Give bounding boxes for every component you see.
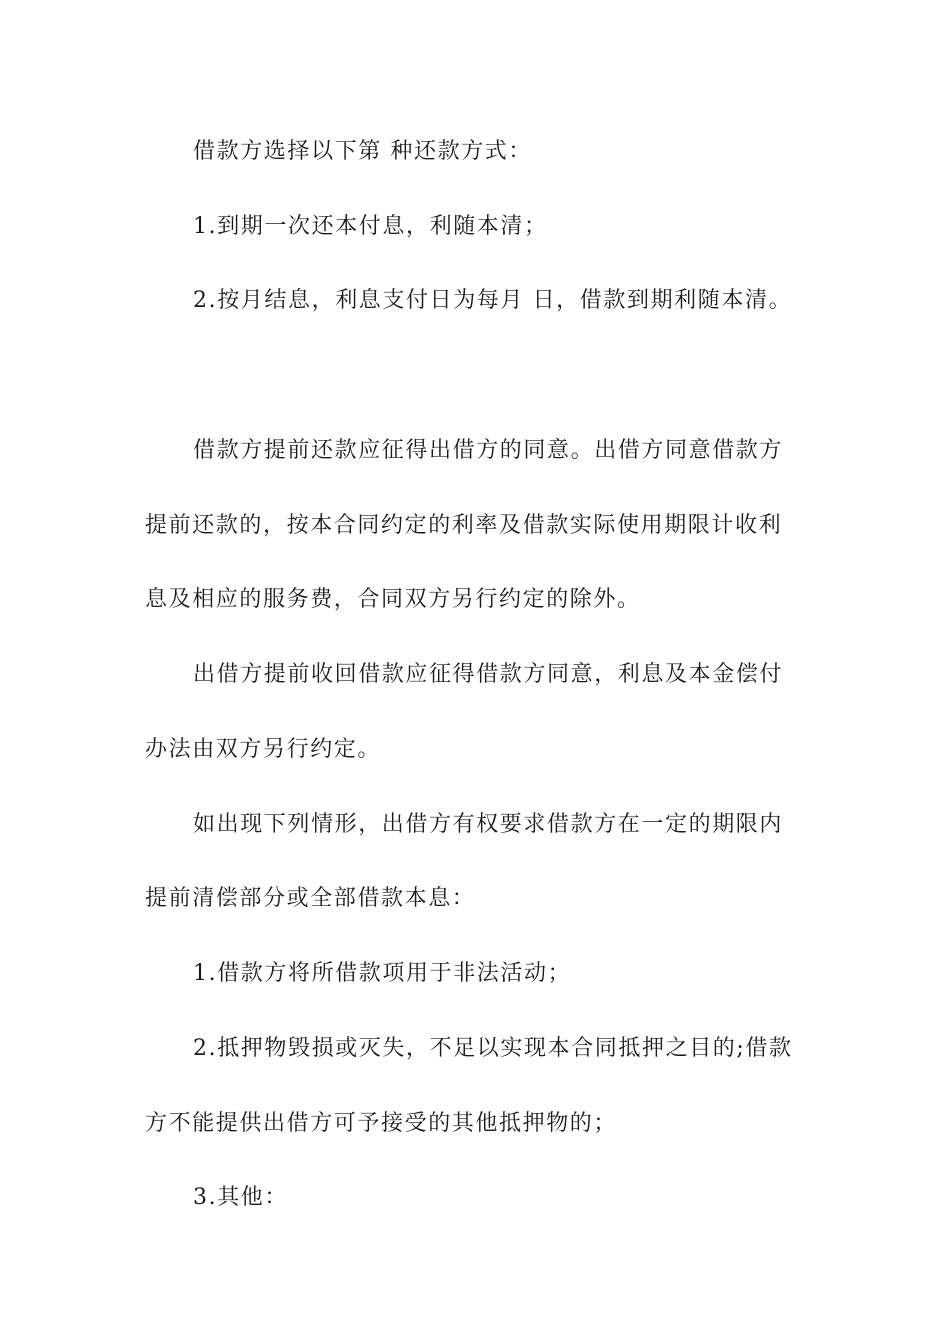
conditions-paragraph-line-1: 如出现下列情形，出借方有权要求借款方在一定的期限内 — [193, 812, 784, 837]
early-repayment-paragraph-line-3: 息及相应的服务费，合同双方另行约定的除外。 — [145, 587, 641, 612]
early-repayment-paragraph-line-2: 提前还款的，按本合同约定的利率及借款实际使用期限计收利 — [145, 513, 783, 538]
condition-item-2-line-1: 2.抵押物毁损或灭失，不足以实现本合同抵押之目的;借款 — [193, 1036, 793, 1061]
repayment-method-intro: 借款方选择以下第 种还款方式： — [193, 139, 532, 164]
repayment-option-1: 1.到期一次还本付息，利随本清； — [193, 214, 548, 239]
early-recall-paragraph-line-2: 办法由双方另行约定。 — [145, 737, 382, 762]
conditions-paragraph-line-2: 提前清偿部分或全部借款本息： — [145, 886, 476, 911]
condition-item-2-line-2: 方不能提供出借方可予接受的其他抵押物的； — [145, 1111, 618, 1136]
early-repayment-paragraph-line-1: 借款方提前还款应征得出借方的同意。出借方同意借款方 — [193, 438, 784, 463]
condition-item-3: 3.其他： — [193, 1185, 288, 1210]
repayment-option-2: 2.按月结息，利息支付日为每月 日，借款到期利随本清。 — [193, 288, 793, 313]
condition-item-1: 1.借款方将所借款项用于非法活动； — [193, 961, 572, 986]
early-recall-paragraph-line-1: 出借方提前收回借款应征得借款方同意，利息及本金偿付 — [193, 662, 784, 687]
